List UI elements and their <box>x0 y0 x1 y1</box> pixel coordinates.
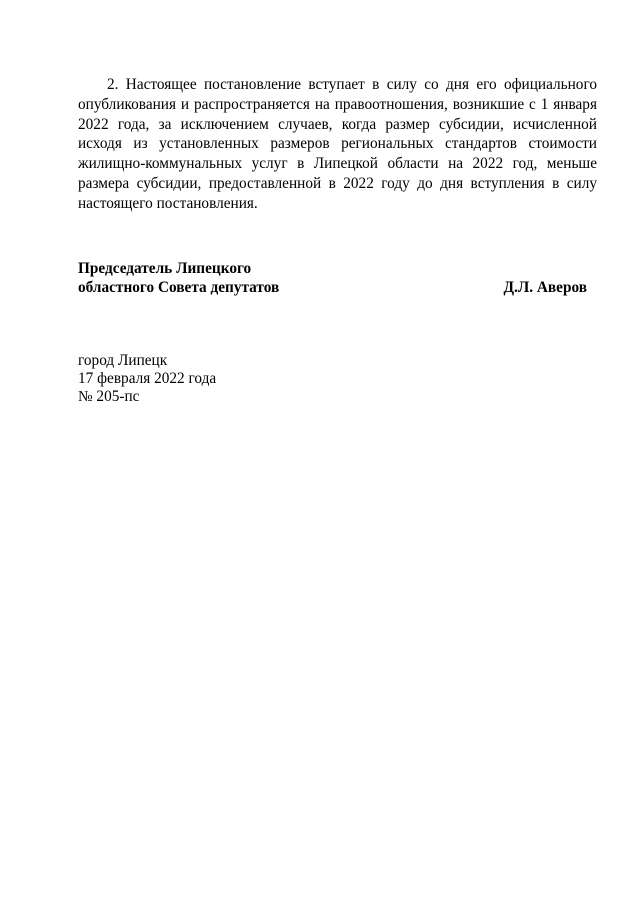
signatory-name: Д.Л. Аверов <box>503 278 587 296</box>
footer-date: 17 февраля 2022 года <box>78 370 217 388</box>
footer-city: город Липецк <box>78 352 168 369</box>
signature-block <box>78 260 597 297</box>
signatory-title-line-1: Председатель Липецкого <box>78 260 252 277</box>
document-footer <box>78 352 216 407</box>
resolution-paragraph: 2. Настоящее постановление вступает в силу со дня его официального опубликования и распространяется на правоотношения, возникшие с 1 января 2022 года, за исключением случаев, когда размер субсидии, исчисленной исходя из установленных размеров региональных стандартов стоимости жилищно-коммунальных услуг в Липецкой области на 2022 год, меньше размера субсидии, предоставленной в 2022 году до дня вступления в силу настоящего постановления. <box>78 76 597 212</box>
signatory-title-line-2: областного Совета депутатов <box>78 278 280 296</box>
signature-row <box>78 279 597 298</box>
footer-document-number: № 205-пс <box>78 388 140 406</box>
